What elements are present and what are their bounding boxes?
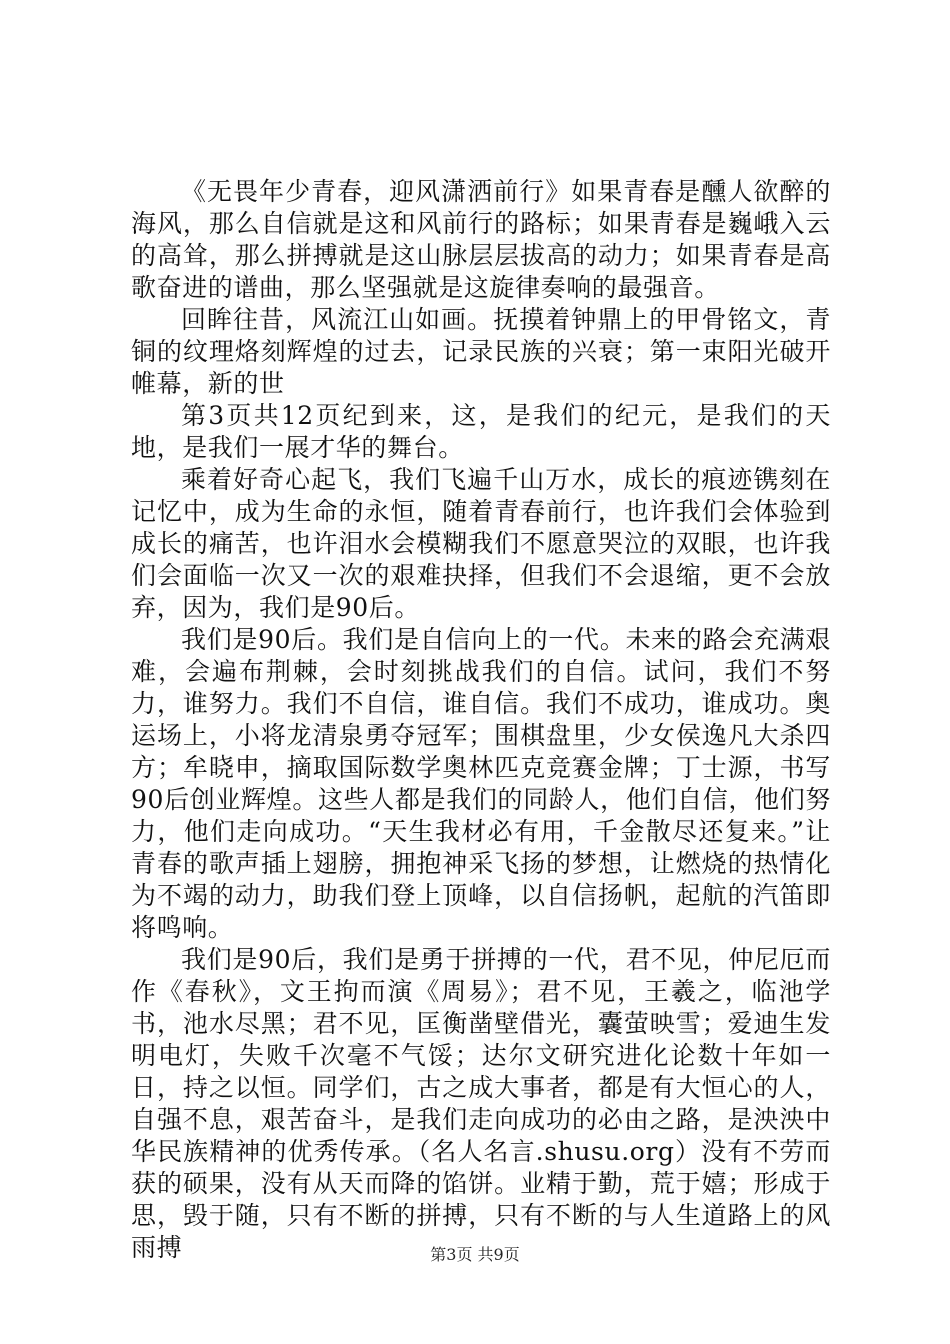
page-footer: 第3页 共9页: [430, 1245, 520, 1264]
paragraph-5: 我们是90后。我们是自信向上的一代。未来的路会充满艰难，会遍布荆棘，会时刻挑战我们的自信。试问，我们不努力，谁努力。我们不自信，谁自信。我们不成功，谁成功。奥运场上，小将龙清泉勇夺冠军；围棋盘里，少女侯逸凡大杀四方；牟晓申，摘取国际数学奥林匹克竞赛金牌；丁士源，书写90后创业辉煌。这些人都是我们的同龄人，他们自信，他们努力，他们走向成功。“天生我材必有用，千金散尽还复来。”让青春的歌声插上翅膀，拥抱神采飞扬的梦想，让燃烧的热情化为不竭的动力，助我们登上顶峰，以自信扬帆，起航的汽笛即将鸣响。: [131, 625, 831, 942]
paragraph-3: 第3页共12页纪到来，这，是我们的纪元，是我们的天地，是我们一展才华的舞台。: [131, 401, 831, 462]
paragraph-6: 我们是90后，我们是勇于拼搏的一代，君不见，仲尼厄而作《春秋》，文王拘而演《周易》；君不见，王羲之，临池学书，池水尽黑；君不见，匡衡凿壁借光，囊萤映雪；爱迪生发明电灯，失败千次毫不气馁；达尔文研究进化论数十年如一日，持之以恒。同学们，古之成大事者，都是有大恒心的人，自强不息，艰苦奋斗，是我们走向成功的必由之路，是泱泱中华民族精神的优秀传承。（名人名言.shusu.org）没有不劳而获的硕果，没有从天而降的馅饼。业精于勤，荒于嬉；形成于思，毁于随，只有不断的拼搏，只有不断的与人生道路上的风雨搏: [131, 945, 831, 1262]
paragraph-2: 回眸往昔，风流江山如画。抚摸着钟鼎上的甲骨铭文，青铜的纹理烙刻辉煌的过去，记录民族的兴衰；第一束阳光破开帷幕，新的世: [131, 305, 831, 398]
paragraph-4: 乘着好奇心起飞，我们飞遍千山万水，成长的痕迹镌刻在记忆中，成为生命的永恒，随着青春前行，也许我们会体验到成长的痛苦，也许泪水会模糊我们不愿意哭泣的双眼，也许我们会面临一次又一次的艰难抉择，但我们不会退缩，更不会放弃，因为，我们是90后。: [131, 465, 831, 622]
paragraph-1: 《无畏年少青春，迎风潇洒前行》如果青春是醺人欲醉的海风，那么自信就是这和风前行的路标；如果青春是巍峨入云的高耸，那么拼搏就是这山脉层层拔高的动力；如果青春是高歌奋进的谱曲，那么坚强就是这旋律奏响的最强音。: [131, 177, 831, 302]
document-body: [131, 176, 831, 1264]
